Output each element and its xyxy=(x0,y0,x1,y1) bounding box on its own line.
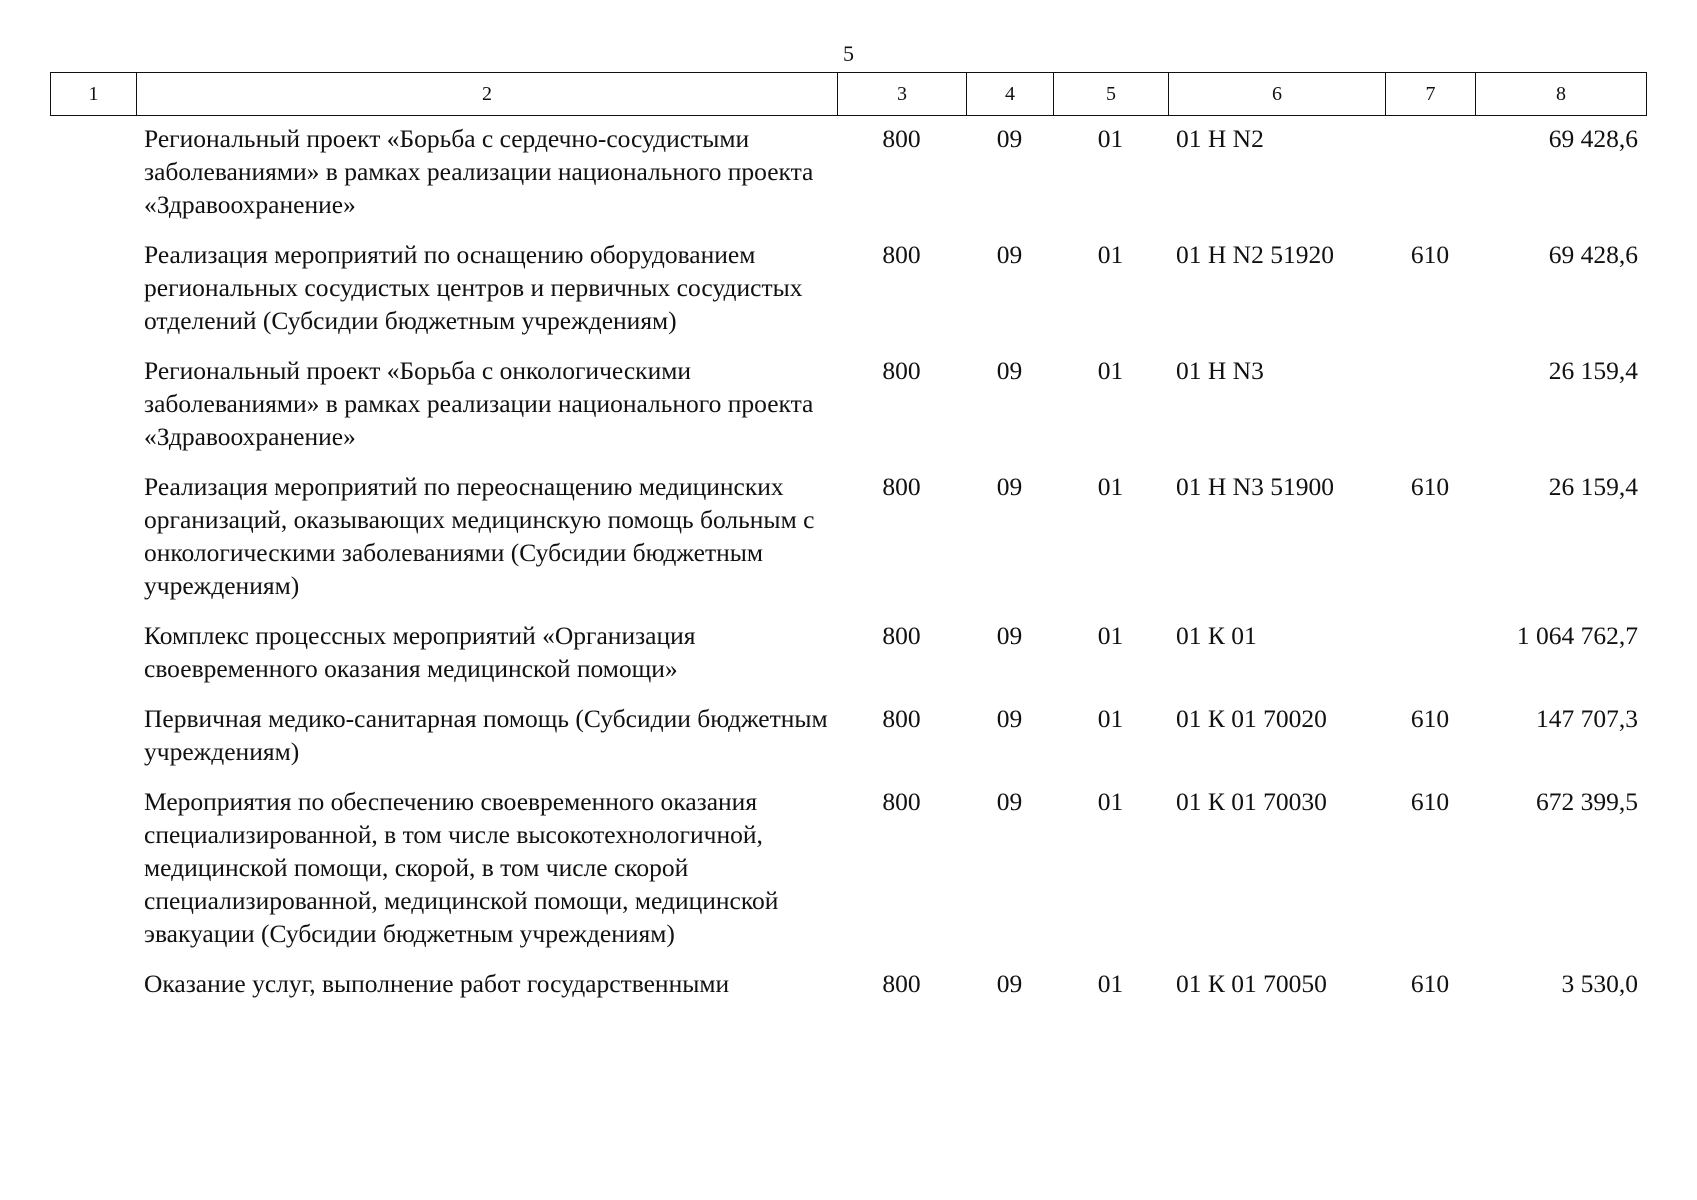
target-article-code: 01 Н N3 xyxy=(1176,356,1264,385)
expense-type-code: 610 xyxy=(1410,969,1450,998)
expense-type-code: 610 xyxy=(1410,787,1450,816)
target-article-code: 01 К 01 xyxy=(1176,621,1257,650)
target-article-code: 01 К 01 70050 xyxy=(1176,969,1327,998)
item-name: Первичная медико-санитарная помощь (Субсидии бюджетным учреждениям) xyxy=(144,704,828,766)
expense-type-code xyxy=(1385,619,1475,702)
amount: 672 399,5 xyxy=(1536,787,1638,816)
section-code: 09 xyxy=(996,356,1023,385)
item-name: Реализация мероприятий по переоснащению медицинских организаций, оказывающих медицинскую помощь больным с онкологическими заболеваниями (Субсидии бюджетным учреждениям) xyxy=(144,472,815,600)
section-code: 09 xyxy=(996,969,1023,998)
amount: 26 159,4 xyxy=(1548,356,1638,385)
target-article-code: 01 К 01 70030 xyxy=(1176,787,1327,816)
header-col-3: 3 xyxy=(838,73,967,116)
amount: 69 428,6 xyxy=(1548,124,1638,153)
ministry-code: 800 xyxy=(882,621,921,650)
budget-table xyxy=(50,122,1646,1017)
header-col-8: 8 xyxy=(1476,73,1647,116)
section-code: 09 xyxy=(996,472,1023,501)
ministry-code: 800 xyxy=(882,969,921,998)
table-row xyxy=(50,619,1646,702)
item-name: Оказание услуг, выполнение работ государственными xyxy=(144,969,730,998)
page-number: 5 xyxy=(843,41,854,66)
header-col-2: 2 xyxy=(137,73,838,116)
header-col-4: 4 xyxy=(967,73,1054,116)
expense-type-code xyxy=(1385,354,1475,470)
header-row xyxy=(51,73,1647,116)
expense-type-code: 610 xyxy=(1410,704,1450,733)
header-col-7: 7 xyxy=(1386,73,1476,116)
subsection-code: 01 xyxy=(1097,787,1124,816)
subsection-code: 01 xyxy=(1097,356,1124,385)
amount: 147 707,3 xyxy=(1536,704,1638,733)
header-col-1: 1 xyxy=(51,73,137,116)
target-article-code: 01 Н N2 51920 xyxy=(1176,240,1334,269)
subsection-code: 01 xyxy=(1097,472,1124,501)
table-row xyxy=(50,967,1646,1017)
header-col-6: 6 xyxy=(1169,73,1386,116)
subsection-code: 01 xyxy=(1097,969,1124,998)
amount: 1 064 762,7 xyxy=(1516,621,1638,650)
table-row xyxy=(50,354,1646,470)
item-name: Реализация мероприятий по оснащению оборудованием региональных сосудистых центров и первичных сосудистых отделений (Субсидии бюджетным учреждениям) xyxy=(144,240,803,335)
table-row xyxy=(50,470,1646,619)
ministry-code: 800 xyxy=(882,240,921,269)
row-number-cell xyxy=(50,354,136,470)
amount: 3 530,0 xyxy=(1561,969,1638,998)
section-code: 09 xyxy=(996,704,1023,733)
column-number-header xyxy=(50,72,1647,116)
amount: 26 159,4 xyxy=(1548,472,1638,501)
expense-type-code: 610 xyxy=(1410,240,1450,269)
header-col-5: 5 xyxy=(1054,73,1169,116)
section-code: 09 xyxy=(996,621,1023,650)
row-number-cell xyxy=(50,702,136,785)
ministry-code: 800 xyxy=(882,356,921,385)
section-code: 09 xyxy=(996,240,1023,269)
row-number-cell xyxy=(50,470,136,619)
expense-type-code: 610 xyxy=(1410,472,1450,501)
row-number-cell xyxy=(50,967,136,1017)
subsection-code: 01 xyxy=(1097,124,1124,153)
table-row xyxy=(50,238,1646,354)
row-number-cell xyxy=(50,785,136,967)
expense-type-code xyxy=(1385,122,1475,238)
target-article-code: 01 Н N2 xyxy=(1176,124,1264,153)
item-name: Региональный проект «Борьба с сердечно-сосудистыми заболеваниями» в рамках реализации национального проекта «Здравоохранение» xyxy=(144,124,814,219)
item-name: Мероприятия по обеспечению своевременного оказания специализированной, в том числе высокотехнологичной, медицинской помощи, скорой, в том числе скорой специализированной, медицинской помощи, медицинской эвакуации (Субсидии бюджетным учреждениям) xyxy=(144,787,779,948)
amount: 69 428,6 xyxy=(1548,240,1638,269)
target-article-code: 01 К 01 70020 xyxy=(1176,704,1327,733)
table-row xyxy=(50,122,1646,238)
section-code: 09 xyxy=(996,787,1023,816)
ministry-code: 800 xyxy=(882,472,921,501)
ministry-code: 800 xyxy=(882,787,921,816)
table-row xyxy=(50,702,1646,785)
subsection-code: 01 xyxy=(1097,240,1124,269)
table-row xyxy=(50,785,1646,967)
subsection-code: 01 xyxy=(1097,704,1124,733)
row-number-cell xyxy=(50,619,136,702)
row-number-cell xyxy=(50,122,136,238)
subsection-code: 01 xyxy=(1097,621,1124,650)
target-article-code: 01 Н N3 51900 xyxy=(1176,472,1334,501)
ministry-code: 800 xyxy=(882,704,921,733)
section-code: 09 xyxy=(996,124,1023,153)
item-name: Региональный проект «Борьба с онкологическими заболеваниями» в рамках реализации национального проекта «Здравоохранение» xyxy=(144,356,814,451)
item-name: Комплекс процессных мероприятий «Организация своевременного оказания медицинской помощи» xyxy=(144,621,696,683)
ministry-code: 800 xyxy=(882,124,921,153)
row-number-cell xyxy=(50,238,136,354)
